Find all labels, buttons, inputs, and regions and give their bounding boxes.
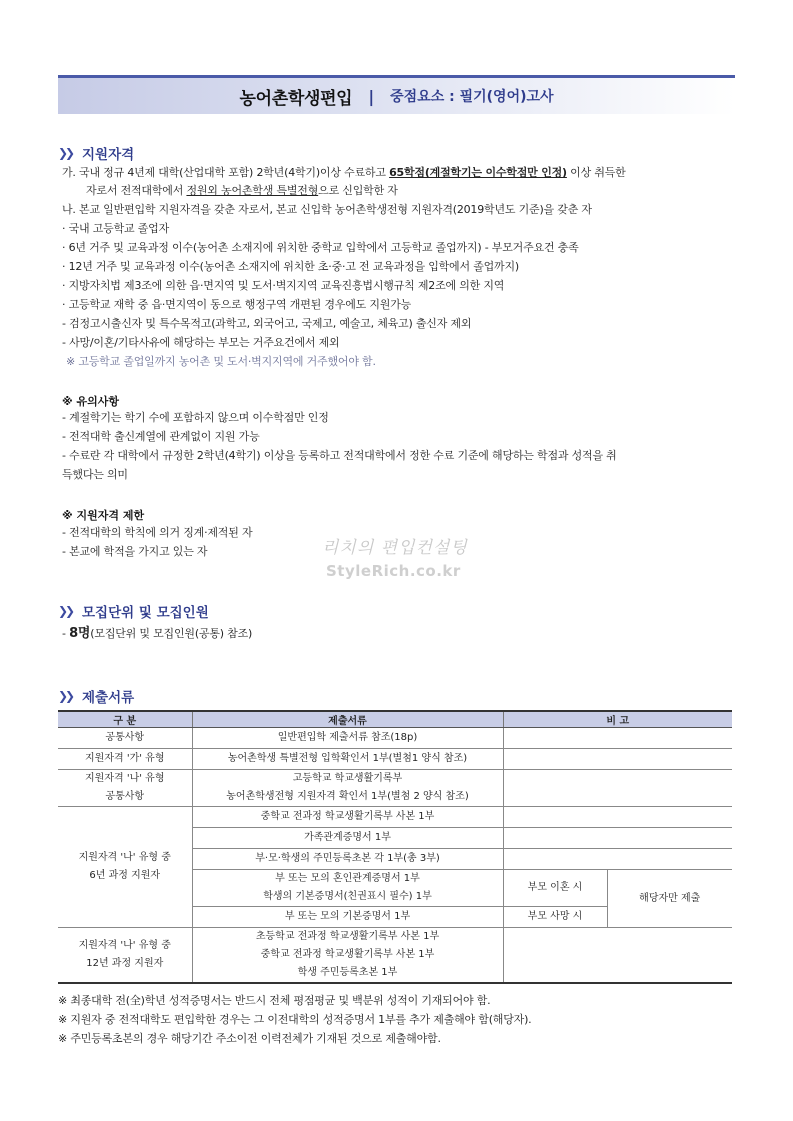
eligibility-item: · 국내 고등학교 졸업자 bbox=[62, 222, 170, 235]
caution-item: 득했다는 의미 bbox=[62, 468, 128, 481]
table-cell-category bbox=[58, 807, 192, 928]
table-header-remarks: 비 고 bbox=[503, 711, 732, 728]
eligibility-a2-text: 자로서 전적대학에서 bbox=[86, 184, 187, 197]
recruitment-count bbox=[62, 627, 737, 641]
eligibility-a2-text-end: 으로 신입학한 자 bbox=[318, 184, 398, 197]
category-line: 6년 과정 지원자 bbox=[89, 870, 161, 881]
page-subtitle: 중점요소 : 필기(영어)고사 bbox=[390, 89, 554, 105]
table-cell-category bbox=[58, 770, 192, 807]
documents-table bbox=[58, 710, 732, 984]
table-row bbox=[58, 928, 732, 984]
double-chevron-icon: ❯❯ bbox=[58, 146, 73, 160]
document-line: 학생의 기본증명서(친권표시 필수) 1부 bbox=[263, 891, 432, 902]
table-cell-remark bbox=[503, 770, 732, 807]
document-line: 고등학교 학교생활기록부 bbox=[292, 773, 403, 784]
table-row bbox=[58, 728, 732, 749]
page-title: 농어촌학생편입 bbox=[239, 88, 353, 109]
eligibility-item: - 사망/이혼/기타사유에 해당하는 부모는 거주요건에서 제외 bbox=[62, 336, 340, 349]
double-chevron-icon: ❯❯ bbox=[58, 604, 73, 618]
footnote: ※ 주민등록초본의 경우 해당기간 주소이전 이력전체가 기재된 것으로 제출해야함. bbox=[58, 1032, 441, 1045]
table-row bbox=[58, 749, 732, 770]
table-cell-document bbox=[192, 770, 503, 807]
table-cell-document: 농어촌학생 특별전형 입학확인서 1부(별첨1 양식 참조) bbox=[192, 749, 503, 770]
table-cell-remark: 부모 이혼 시 bbox=[503, 870, 607, 907]
table-cell-remark bbox=[503, 728, 732, 749]
section-title: 지원자격 bbox=[82, 147, 135, 163]
caution-item: - 계절학기는 학기 수에 포함하지 않으며 이수학점만 인정 bbox=[62, 411, 329, 424]
table-row bbox=[58, 770, 732, 807]
table-cell-remark bbox=[503, 849, 732, 870]
table-cell-category: 공통사항 bbox=[58, 728, 192, 749]
table-header-documents: 제출서류 bbox=[192, 711, 503, 728]
table-cell-remark bbox=[503, 828, 732, 849]
recruitment-number: 8명 bbox=[69, 626, 91, 641]
eligibility-item: · 12년 거주 및 교육과정 이수(농어촌 소재지에 위치한 초·중·고 전 교육과정을 입학에서 졸업까지) bbox=[62, 260, 519, 273]
table-cell-document: 일반편입학 제출서류 참조(18p) bbox=[192, 728, 503, 749]
recruitment-dash: - bbox=[62, 627, 70, 640]
section-title: 제출서류 bbox=[82, 690, 135, 706]
eligibility-item: · 6년 거주 및 교육과정 이수(농어촌 소재지에 위치한 중학교 입학에서 고등학교 졸업까지) - 부모거주요건 충족 bbox=[62, 241, 579, 254]
footnote: ※ 지원자 중 전적대학도 편입학한 경우는 그 이전대학의 성적증명서 1부를 추가 제출해야 함(해당자). bbox=[58, 1013, 532, 1026]
eligibility-b: 나. 본교 일반편입학 지원자격을 갖춘 자로서, 본교 신입학 농어촌학생전형 지원자격(2019학년도 기준)을 갖춘 자 bbox=[62, 203, 592, 216]
double-chevron-icon: ❯❯ bbox=[58, 689, 73, 703]
caution-item: - 전적대학 출신계열에 관계없이 지원 가능 bbox=[62, 430, 260, 443]
table-cell-remark bbox=[503, 928, 732, 984]
eligibility-item: · 고등학교 재학 중 읍·면지역이 동으로 행정구역 개편된 경우에도 지원가능 bbox=[62, 298, 412, 311]
eligibility-a-text: 가. 국내 정규 4년제 대학(산업대학 포함) 2학년(4학기)이상 수료하고 bbox=[62, 166, 390, 179]
document-line: 초등학교 전과정 학교생활기록부 사본 1부 bbox=[255, 931, 440, 942]
document-line: 농어촌학생전형 지원자격 확인서 1부(별첨 2 양식 참조) bbox=[226, 791, 469, 802]
table-cell-document: 중학교 전과정 학교생활기록부 사본 1부 bbox=[192, 807, 503, 828]
table-cell-document bbox=[192, 870, 503, 907]
table-cell-remark bbox=[503, 749, 732, 770]
eligibility-note: ※ 고등학교 졸업일까지 농어촌 및 도서·벽지지역에 거주했어야 함. bbox=[66, 355, 376, 368]
table-cell-remark bbox=[503, 807, 732, 828]
footnote: ※ 최종대학 전(全)학년 성적증명서는 반드시 전체 평점평균 및 백분위 성적이 기재되어야 함. bbox=[58, 994, 491, 1007]
section-eligibility-header bbox=[58, 144, 134, 162]
table-cell-document: 가족관계증명서 1부 bbox=[192, 828, 503, 849]
eligibility-a-text-end: 이상 취득한 bbox=[566, 166, 626, 179]
eligibility-item: · 지방자치법 제3조에 의한 읍·면지역 및 도서·벽지지역 교육진흥법시행규칙 제2조에 의한 지역 bbox=[62, 279, 505, 292]
eligibility-a-credits: 65학점(계절학기는 이수학점만 인정) bbox=[389, 166, 567, 179]
recruitment-note: (모집단위 및 모집인원(공통) 참조) bbox=[90, 627, 253, 640]
eligibility-a2-underlined: 정원외 농어촌학생 특별전형 bbox=[186, 184, 319, 197]
table-cell-document: 부·모·학생의 주민등록초본 각 1부(총 3부) bbox=[192, 849, 503, 870]
table-cell-remark: 부모 사망 시 bbox=[503, 907, 607, 928]
caution-item: - 수료란 각 대학에서 규정한 2학년(4학기) 이상을 등록하고 전적대학에서 정한 수료 기준에 해당하는 학점과 성적을 취 bbox=[62, 449, 617, 462]
header-separator: | bbox=[368, 86, 375, 106]
watermark-logo-text: 리치의 편입컨설팅 bbox=[322, 538, 468, 558]
eligibility-a-cont bbox=[86, 184, 761, 198]
table-header-category: 구 분 bbox=[58, 711, 192, 728]
table-cell-category: 지원자격 '가' 유형 bbox=[58, 749, 192, 770]
document-line: 부 또는 모의 혼인관계증명서 1부 bbox=[275, 873, 420, 884]
category-line: 지원자격 '나' 유형 중 bbox=[78, 940, 171, 951]
eligibility-item: - 검정고시출신자 및 특수목적고(과학고, 외국어고, 국제고, 예술고, 체육고) 출신자 제외 bbox=[62, 317, 472, 330]
category-line: 지원자격 '나' 유형 중 bbox=[78, 852, 171, 863]
restriction-item: - 전적대학의 학칙에 의거 징계·제적된 자 bbox=[62, 526, 253, 539]
document-line: 학생 주민등록초본 1부 bbox=[297, 967, 398, 978]
page-header bbox=[58, 78, 735, 114]
table-header-row bbox=[58, 711, 732, 728]
section-recruitment-header bbox=[58, 602, 209, 620]
category-line: 지원자격 '나' 유형 bbox=[85, 773, 165, 784]
category-line: 12년 과정 지원자 bbox=[86, 958, 164, 969]
cautions-title: ※ 유의사항 bbox=[62, 395, 120, 408]
table-row bbox=[58, 807, 732, 828]
restriction-item: - 본교에 학적을 가지고 있는 자 bbox=[62, 545, 208, 558]
watermark-url: StyleRich.co.kr bbox=[326, 562, 461, 580]
table-cell-document: 부 또는 모의 기본증명서 1부 bbox=[192, 907, 503, 928]
section-documents-header bbox=[58, 687, 134, 705]
category-line: 공통사항 bbox=[105, 791, 145, 802]
eligibility-a bbox=[62, 166, 737, 180]
table-cell-remark-merged: 해당자만 제출 bbox=[607, 870, 732, 928]
section-title: 모집단위 및 모집인원 bbox=[82, 605, 209, 621]
table-cell-category bbox=[58, 928, 192, 984]
document-line: 중학교 전과정 학교생활기록부 사본 1부 bbox=[260, 949, 435, 960]
restrictions-title: ※ 지원자격 제한 bbox=[62, 509, 145, 522]
table-cell-document bbox=[192, 928, 503, 984]
